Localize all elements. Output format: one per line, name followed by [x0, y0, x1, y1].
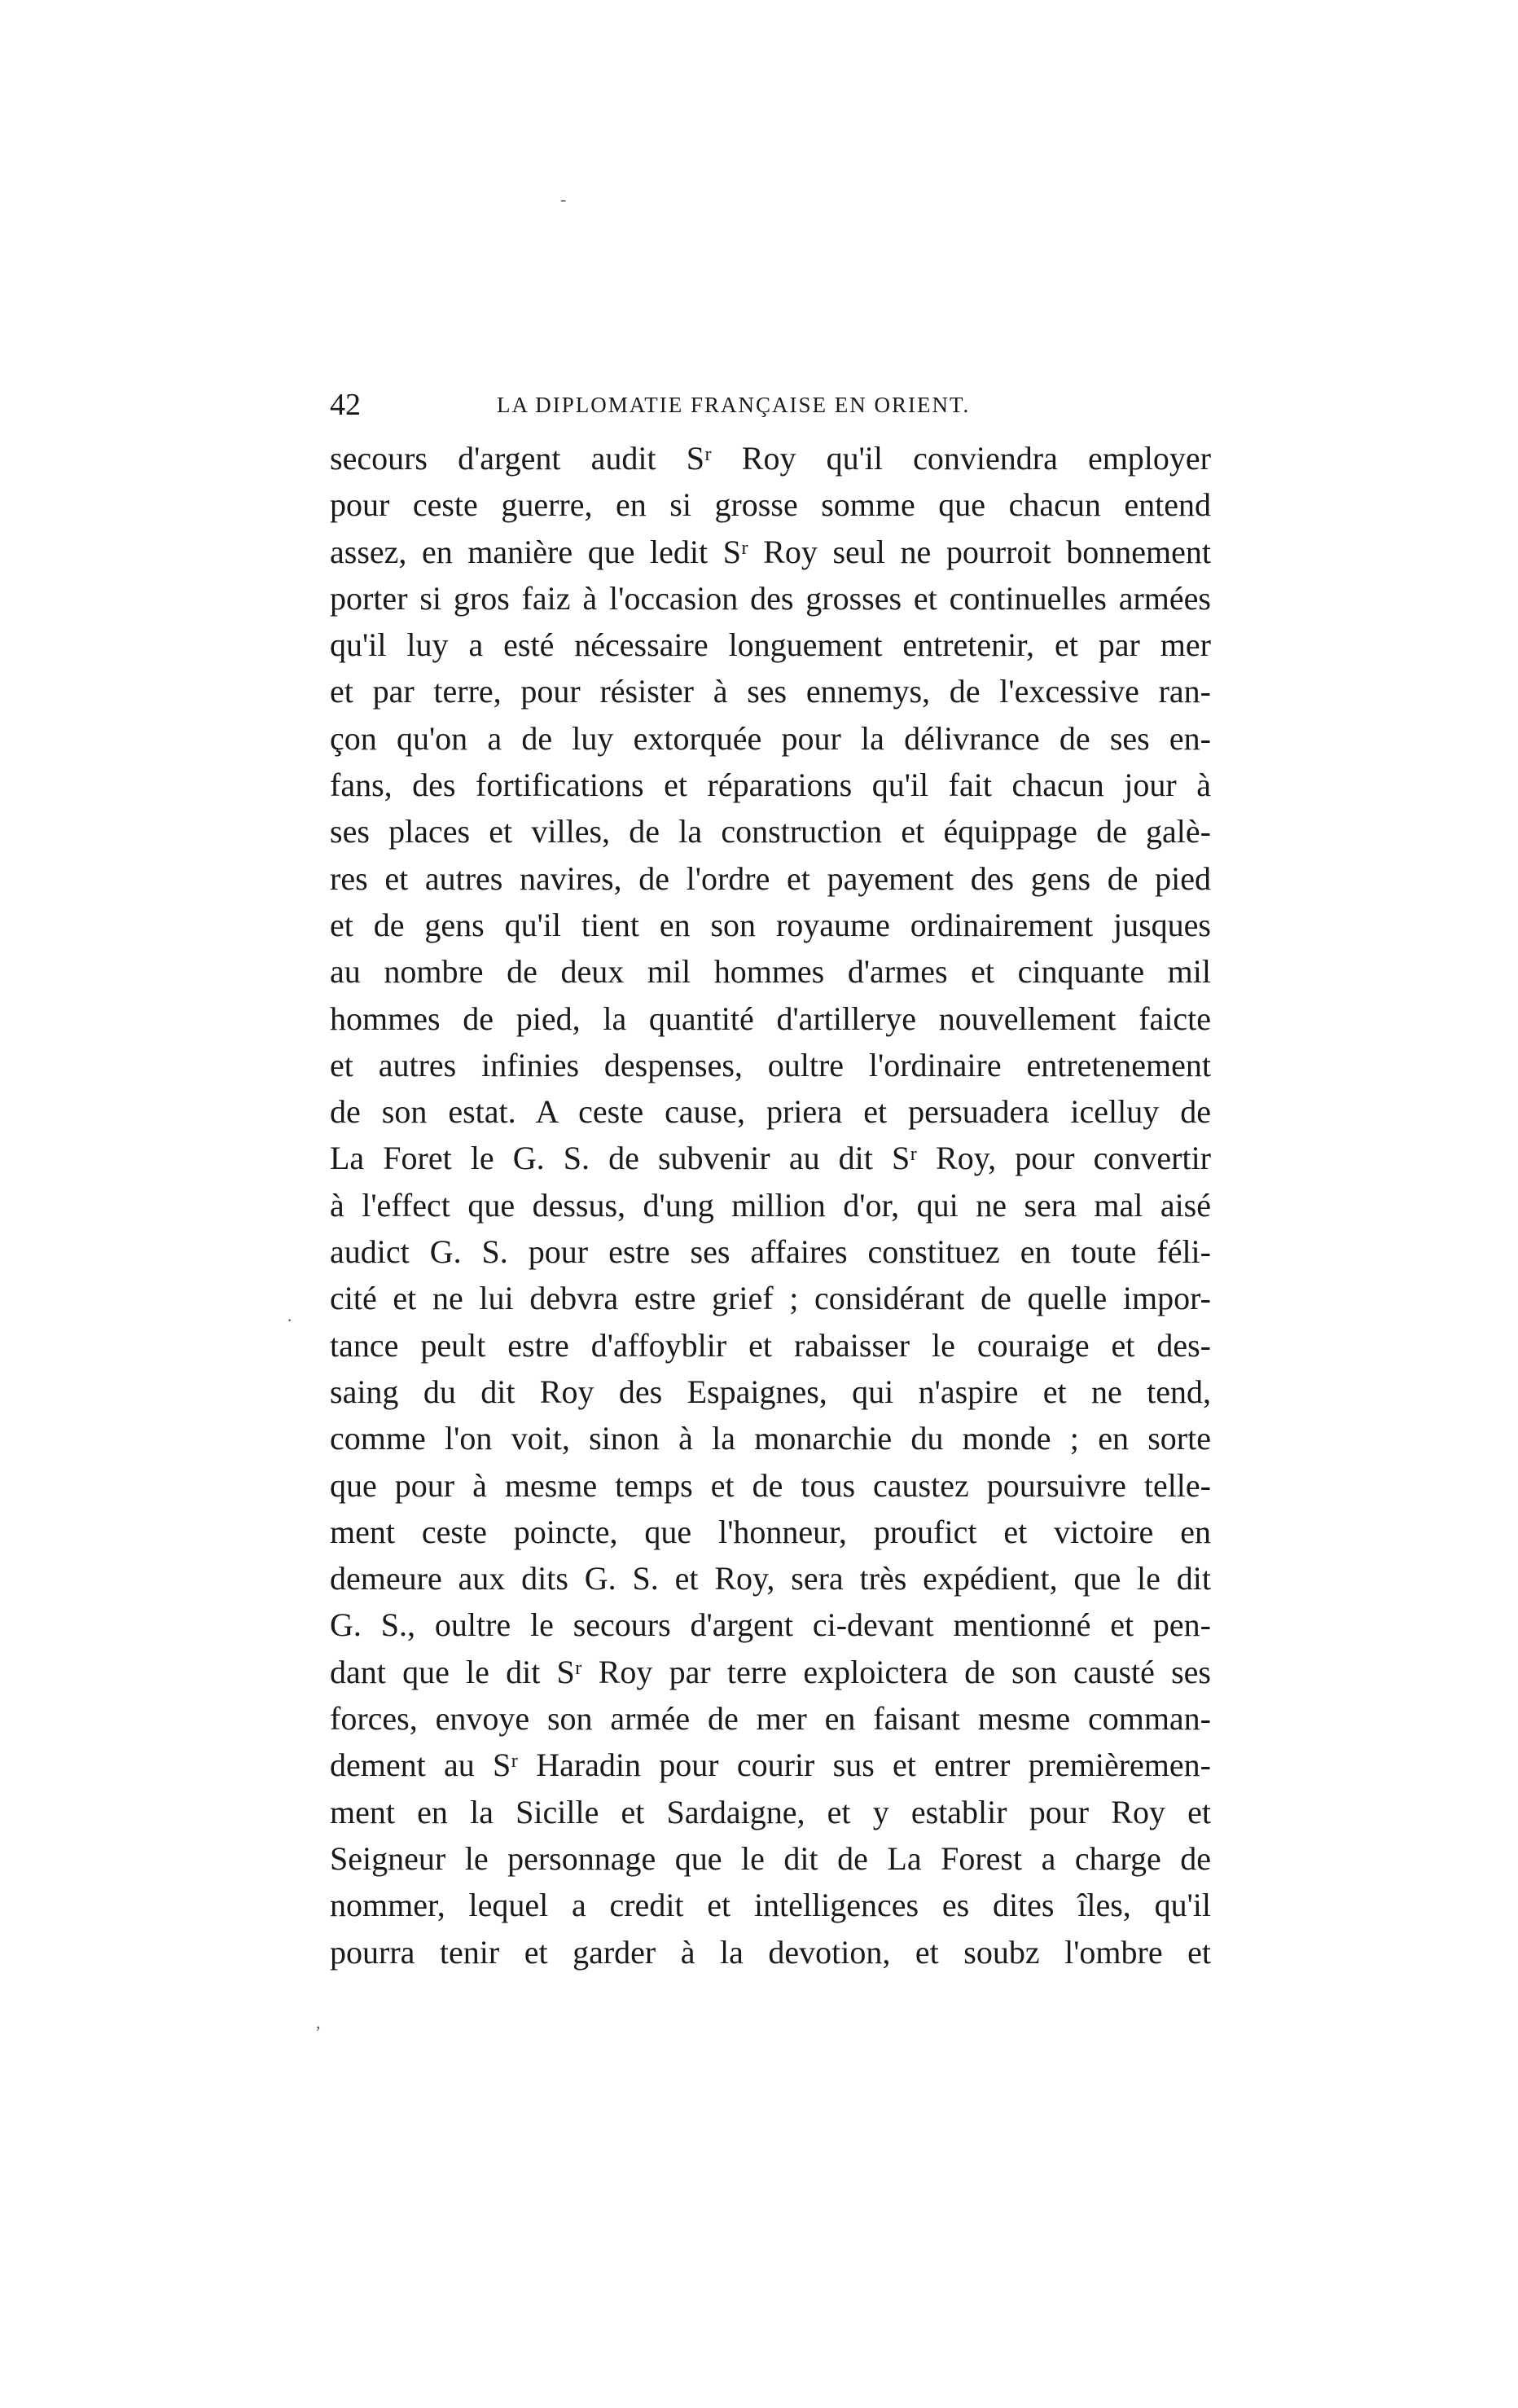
text-line: G. S., oultre le secours d'argent ci-devant mentionné et pen-: [330, 1606, 1211, 1644]
text-line: nommer, lequel a credit et intelligences es dites îles, qu'il: [330, 1887, 1211, 1924]
text-line: porter si gros faiz à l'occasion des grosses et continuelles armées: [330, 579, 1211, 617]
text-line: pour ceste guerre, en si grosse somme que chacun entend: [330, 486, 1211, 524]
text-line: et par terre, pour résister à ses ennemys, de l'excessive ran-: [330, 673, 1211, 710]
text-line: ment ceste poincte, que l'honneur, proufict et victoire en: [330, 1513, 1211, 1550]
text-line: tance peult estre d'affoyblir et rabaisser le couraige et des-: [330, 1326, 1211, 1364]
text-line: res et autres navires, de l'ordre et payement des gens de pied: [330, 859, 1211, 897]
text-line: hommes de pied, la quantité d'artillerye nouvellement faicte: [330, 1000, 1211, 1037]
text-line: saing du dit Roy des Espaignes, qui n'aspire et ne tend,: [330, 1373, 1211, 1410]
text-line: de son estat. A ceste cause, priera et persuadera icelluy de: [330, 1093, 1211, 1131]
text-line: demeure aux dits G. S. et Roy, sera très expédient, que le dit: [330, 1560, 1211, 1597]
text-line: fans, des fortifications et réparations qu'il fait chacun jour à: [330, 767, 1211, 804]
running-head: [330, 384, 1038, 425]
text-line: au nombre de deux mil hommes d'armes et cinquante mil: [330, 953, 1211, 991]
text-line: assez, en manière que ledit Sʳ Roy seul ne pourroit bonnement: [330, 533, 1211, 570]
text-line: audict G. S. pour estre ses affaires constituez en toute féli-: [330, 1233, 1211, 1271]
text-line: qu'il luy a esté nécessaire longuement entretenir, et par mer: [330, 626, 1211, 664]
text-line: que pour à mesme temps et de tous caustez poursuivre telle-: [330, 1466, 1211, 1504]
text-line: cité et ne lui debvra estre grief ; considérant de quelle impor-: [330, 1280, 1211, 1317]
text-line: çon qu'on a de luy extorquée pour la délivrance de ses en-: [330, 719, 1211, 757]
body-text: [330, 435, 1211, 1975]
text-line: secours d'argent audit Sʳ Roy qu'il conviendra employer: [330, 440, 1211, 477]
text-line: ment en la Sicille et Sardaigne, et y establir pour Roy et: [330, 1793, 1211, 1830]
running-title: LA DIPLOMATIE FRANÇAISE EN ORIENT.: [497, 393, 971, 417]
stray-mark-left: ·: [287, 1310, 293, 1330]
text-line: Seigneur le personnage que le dit de La Forest a charge de: [330, 1839, 1211, 1877]
text-line: et autres infinies despenses, oultre l'ordinaire entretenement: [330, 1046, 1211, 1083]
text-line: forces, envoye son armée de mer en faisant mesme comman-: [330, 1700, 1211, 1738]
text-line: La Foret le G. S. de subvenir au dit Sʳ Roy, pour convertir: [330, 1140, 1211, 1177]
stray-mark-bottom: ,: [316, 2012, 321, 2032]
stray-mark-top: -: [560, 189, 567, 209]
text-line: et de gens qu'il tient en son royaume ordinairement jusques: [330, 906, 1211, 943]
text-line: ses places et villes, de la construction et équippage de galè-: [330, 813, 1211, 850]
text-line: à l'effect que dessus, d'ung million d'or, qui ne sera mal aisé: [330, 1186, 1211, 1224]
text-line: dant que le dit Sʳ Roy par terre exploictera de son causté ses: [330, 1653, 1211, 1690]
text-line: pourra tenir et garder à la devotion, et soubz l'ombre et: [330, 1933, 1211, 1971]
text-line: dement au Sʳ Haradin pour courir sus et entrer premièremen-: [330, 1747, 1211, 1784]
text-line: comme l'on voit, sinon à la monarchie du monde ; en sorte: [330, 1420, 1211, 1457]
page-number: 42: [330, 388, 361, 422]
